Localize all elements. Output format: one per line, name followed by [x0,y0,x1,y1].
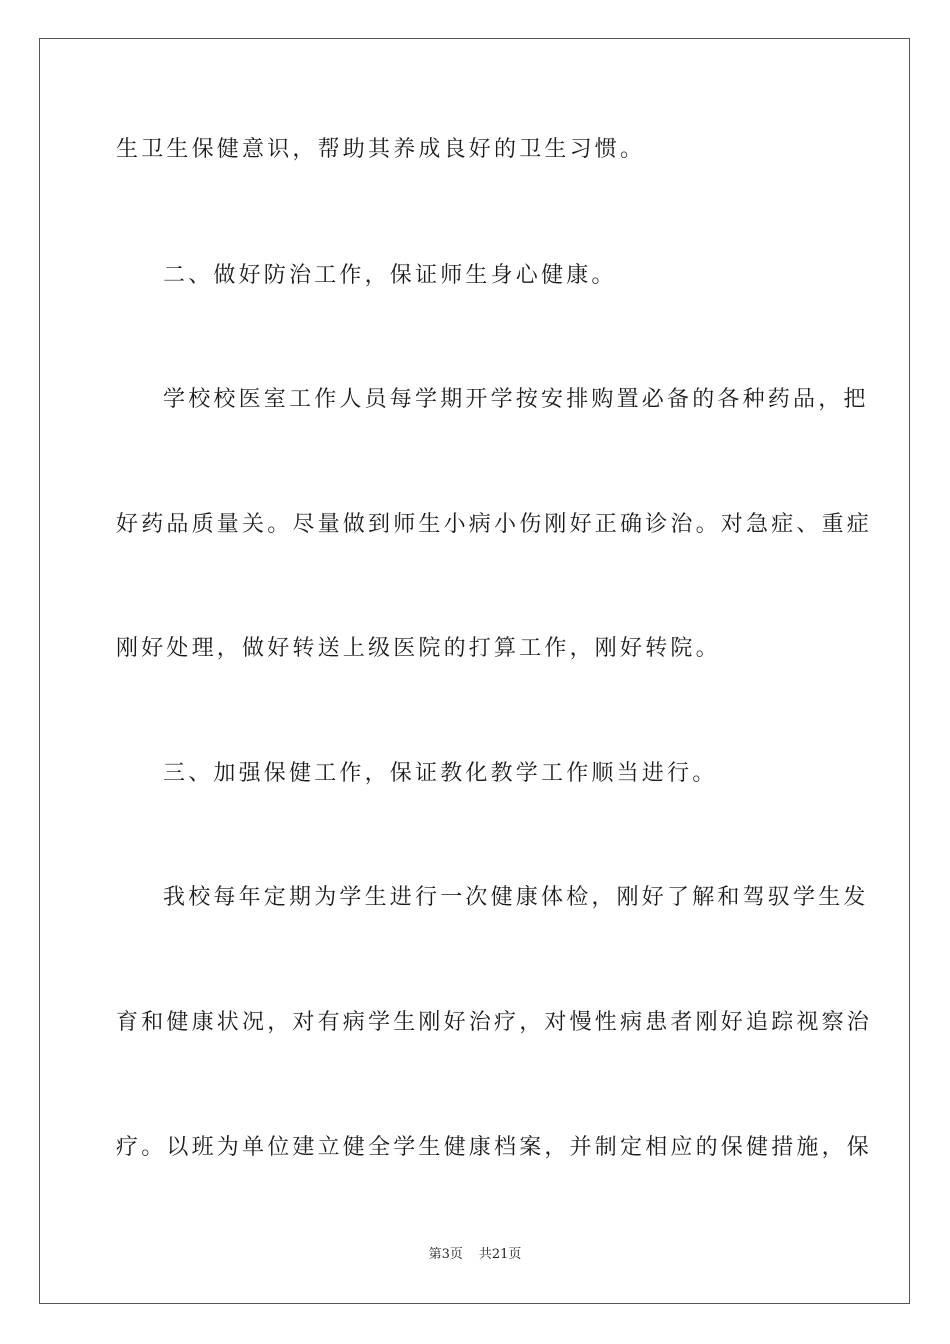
page-border [39,38,910,1304]
paragraph-line: 生卫生保健意识，帮助其养成良好的卫生习惯。 [116,137,646,162]
section-heading: 二、做好防治工作，保证师生身心健康。 [163,263,617,288]
paragraph-line: 好药品质量关。尽量做到师生小病小伤刚好正确诊治。对急症、重症 [116,512,873,537]
paragraph-line: 我校每年定期为学生进行一次健康体检，刚好了解和驾驭学生发 [163,885,869,910]
paragraph-line: 刚好处理，做好转送上级医院的打算工作，刚好转院。 [116,636,721,661]
paragraph-line: 疗。以班为单位建立健全学生健康档案，并制定相应的保健措施，保 [116,1135,873,1160]
section-heading: 三、加强保健工作，保证教化教学工作顺当进行。 [163,761,718,786]
paragraph-line: 学校校医室工作人员每学期开学按安排购置必备的各种药品，把 [163,387,869,412]
total-pages: 共21页 [478,1247,522,1262]
paragraph-line: 育和健康状况，对有病学生刚好治疗，对慢性病患者刚好追踪视察治 [116,1010,873,1035]
page-footer [0,1246,950,1264]
page-number: 第3页 [428,1247,463,1262]
